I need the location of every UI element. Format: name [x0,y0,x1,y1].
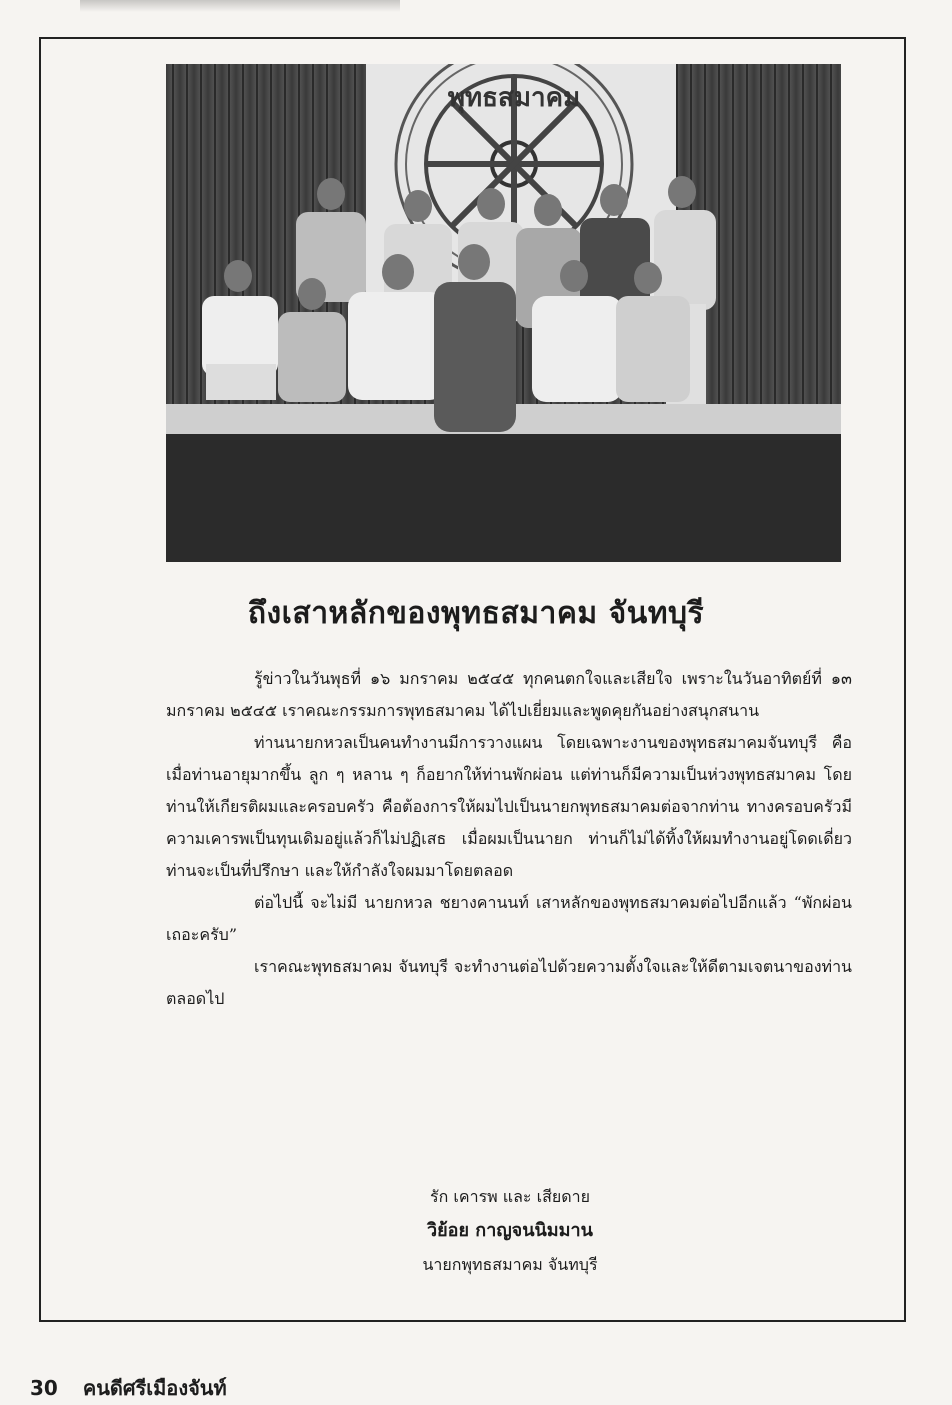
group-photo-illustration [166,64,841,562]
group-photo [166,64,841,562]
article-title: ถึงเสาหลักของพุทธสมาคม จันทบุรี [247,596,705,631]
publication-title: คนดีศรีเมืองจันท์ [82,1376,227,1400]
signature-block [330,1180,690,1282]
article-body [166,663,852,1015]
page-number: 30 [30,1376,58,1400]
banner-text: พุทธสมาคม [447,83,581,113]
signer-name: วิย้อย กาญจนนิมมาน [427,1220,593,1241]
paragraph-1: รู้ข่าวในวันพุธที่ ๑๖ มกราคม ๒๕๔๕ ทุกคนตกใจและเสียใจ เพราะในวันอาทิตย์ที่ ๑๓ มกราคม ๒๕๔๕ เราคณะกรรมการพุทธสมาคม ได้ไปเยี่ยมและพูดคุยกันอย่างสนุกสนาน [166,669,852,720]
bleed-through-shadow [80,0,400,12]
paragraph-4: เราคณะพุทธสมาคม จันทบุรี จะทำงานต่อไปด้วยความตั้งใจและให้ดีตามเจตนาของท่านตลอดไป [166,957,852,1008]
closing-line: รัก เคารพ และ เสียดาย [430,1187,590,1206]
paragraph-2: ท่านนายกหวลเป็นคนทำงานมีการวางแผน โดยเฉพาะงานของพุทธสมาคมจันทบุรี คือเมื่อท่านอายุมากขึ้น ลูก ๆ หลาน ๆ ก็อยากให้ท่านพักผ่อน แต่ท่านก็มีความเป็นห่วงพุทธสมาคม โดยท่านให้เกียรติผมและครอบครัว คือต้องการให้ผมไปเป็นนายกพุทธสมาคมต่อจากท่าน ทางครอบครัวมีความเคารพเป็นทุนเดิมอยู่แล้วก็ไม่ปฏิเสธ เมื่อผมเป็นนายก ท่านก็ไม่ได้ทิ้งให้ผมทำงานอยู่โดดเดี่ยว ท่านจะเป็นที่ปรึกษา และให้กำลังใจผมมาโดยตลอด [166,733,852,880]
paragraph-3: ต่อไปนี้ จะไม่มี นายกหวล ชยางคานนท์ เสาหลักของพุทธสมาคมต่อไปอีกแล้ว “พักผ่อนเถอะครับ” [166,893,852,944]
monk-robe [434,282,516,432]
signer-position: นายกพุทธสมาคม จันทบุรี [422,1255,598,1274]
page-footer [30,1376,227,1400]
